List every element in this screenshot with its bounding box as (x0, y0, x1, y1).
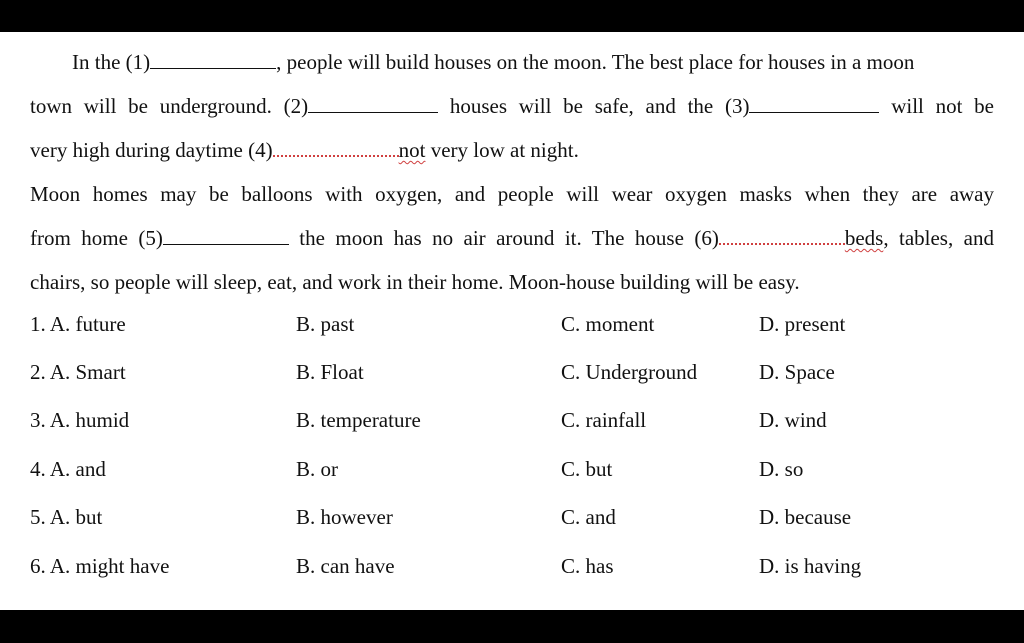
option-c: C. but (561, 457, 613, 481)
option-d: D. Space (759, 360, 835, 384)
blank-3 (749, 94, 879, 113)
text: , tables, and (883, 226, 994, 250)
option-c: C. rainfall (561, 408, 647, 432)
passage-line-1 (72, 49, 914, 75)
option-d: D. is having (759, 554, 862, 578)
blank-5 (163, 226, 289, 245)
blank-2 (308, 94, 438, 113)
question-row-3 (30, 408, 994, 436)
question-row-5 (30, 505, 994, 533)
passage-line-5 (30, 225, 994, 251)
text: will not be (879, 94, 994, 118)
option-a: 6. A. might have (30, 554, 170, 578)
option-c: C. has (561, 554, 614, 578)
option-a: 3. A. humid (30, 408, 130, 432)
passage-line-4: Moon homes may be balloons with oxygen, and people will wear oxygen masks when they are away (30, 182, 994, 206)
option-b: B. past (296, 312, 355, 336)
option-d: D. wind (759, 408, 827, 432)
option-c: C. Underground (561, 360, 698, 384)
question-row-6 (30, 554, 994, 582)
question-row-4 (30, 457, 994, 485)
text: very low at night. (425, 138, 579, 162)
option-a: 2. A. Smart (30, 360, 126, 384)
text: from home (5) (30, 226, 163, 250)
blank-4 (273, 137, 399, 157)
text: town will be underground. (2) (30, 94, 309, 118)
option-b: B. or (296, 457, 338, 481)
text: , people will build houses on the moon. The best place for houses in a moon (276, 50, 915, 74)
text: very high during daytime (4) (30, 138, 273, 162)
text: the moon has no air around it. The house (6) (288, 226, 719, 250)
option-c: C. and (561, 505, 616, 529)
option-c: C. moment (561, 312, 655, 336)
option-a: 4. A. and (30, 457, 106, 481)
passage-line-6: chairs, so people will sleep, eat, and work in their home. Moon-house building will be easy. (30, 270, 800, 294)
text: houses will be safe, and the (3) (438, 94, 750, 118)
option-a: 5. A. but (30, 505, 103, 529)
text: In the (1) (72, 50, 151, 74)
passage-line-3 (30, 137, 579, 163)
option-d: D. present (759, 312, 846, 336)
option-b: B. Float (296, 360, 364, 384)
document-page (0, 32, 1024, 610)
option-d: D. so (759, 457, 804, 481)
blank-1 (150, 50, 276, 69)
option-b: B. can have (296, 554, 395, 578)
question-row-2 (30, 360, 994, 388)
flagged-word: not (398, 138, 426, 162)
option-b: B. temperature (296, 408, 421, 432)
option-b: B. however (296, 505, 393, 529)
passage-line-2 (30, 93, 994, 119)
option-d: D. because (759, 505, 852, 529)
blank-6 (719, 225, 845, 245)
flagged-word: beds (844, 226, 884, 250)
option-a: 1. A. future (30, 312, 126, 336)
question-row-1 (30, 312, 994, 340)
